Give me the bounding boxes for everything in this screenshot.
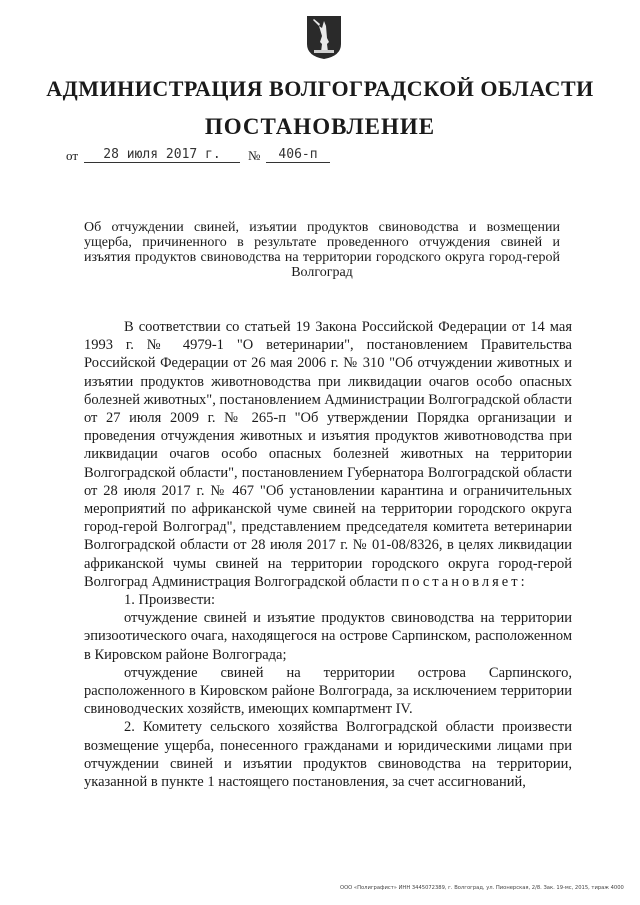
document-body bbox=[84, 318, 572, 791]
preamble-text: В соответствии со статьей 19 Закона Российской Федерации от 14 мая 1993 г. № 4979-1 "О ветеринарии", постановлением Правительства Российской Федерации от 26 мая 2006 г. № 310 "Об отчуждении животных и изъятии продуктов животноводства при ликвидации очагов особо опасных болезней животных", постановлением Администрации Волгоградской области от 27 июля 2009 г. № 265-п "Об утверждении Порядка организации и проведения отчуждения животных и изъятия продуктов животноводства при ликвидации очагов особо опасных болезней животных на территории Волгоградской области", постановлением Губернатора Волгоградской области от 28 июля 2017 г. № 467 "Об установлении карантина и ограничительных мероприятий по африканской чуме свиней на территории городского округа город-герой Волгоград", представлением председателя комитета ветеринарии Волгоградской области от 28 июля 2017 г. № 01-08/8326, в целях ликвидации африканской чумы свиней на территории городского округа город-герой Волгоград Администрация Волгоградской области bbox=[84, 319, 572, 590]
item-1-a: отчуждение свиней и изъятие продуктов свиноводства на территории эпизоотического очага, находящегося на острове Сарпинском, расположенном в Кировском районе Волгограда; bbox=[84, 610, 572, 663]
decree-word: постановляет: bbox=[401, 573, 528, 590]
document-date: 28 июля 2017 г. bbox=[84, 147, 240, 163]
organization-name: АДМИНИСТРАЦИЯ ВОЛГОГРАДСКОЙ ОБЛАСТИ bbox=[46, 76, 594, 101]
document-type: ПОСТАНОВЛЕНИЕ bbox=[204, 114, 436, 139]
item-2: 2. Комитету сельского хозяйства Волгоградской области произвести возмещение ущерба, понесенного гражданами и юридическими лицами при отчуждении свиней и изъятии продуктов свиноводства на территории, указанной в пункте 1 настоящего постановления, за счет ассигнований, bbox=[84, 719, 572, 791]
document-subject: Об отчуждении свиней, изъятии продуктов свиноводства и возмещении ущерба, причиненного в результате проведенного отчуждения свиней и изъятия продуктов свиноводства на территории городского округа город-герой Волгоград bbox=[84, 220, 560, 280]
coat-of-arms-icon bbox=[305, 14, 343, 60]
item-1-title: 1. Произвести: bbox=[124, 592, 216, 609]
item-1-b: отчуждение свиней на территории острова Сарпинского, расположенного в Кировском районе Волгограда, за исключением территории свиноводческих хозяйств, имеющих компартмент IV. bbox=[84, 664, 572, 718]
document-number: 406-п bbox=[266, 147, 330, 163]
date-number-line bbox=[66, 147, 366, 167]
number-label: № bbox=[248, 148, 261, 163]
printer-imprint: ООО «Полиграфист» ИНН 3445072389, г. Волгоград, ул. Пионерская, 2/8. Зак. 19-мс, 2015, тираж 4000 bbox=[340, 885, 624, 891]
preamble-paragraph bbox=[84, 318, 572, 591]
date-from-label: от bbox=[66, 148, 79, 163]
